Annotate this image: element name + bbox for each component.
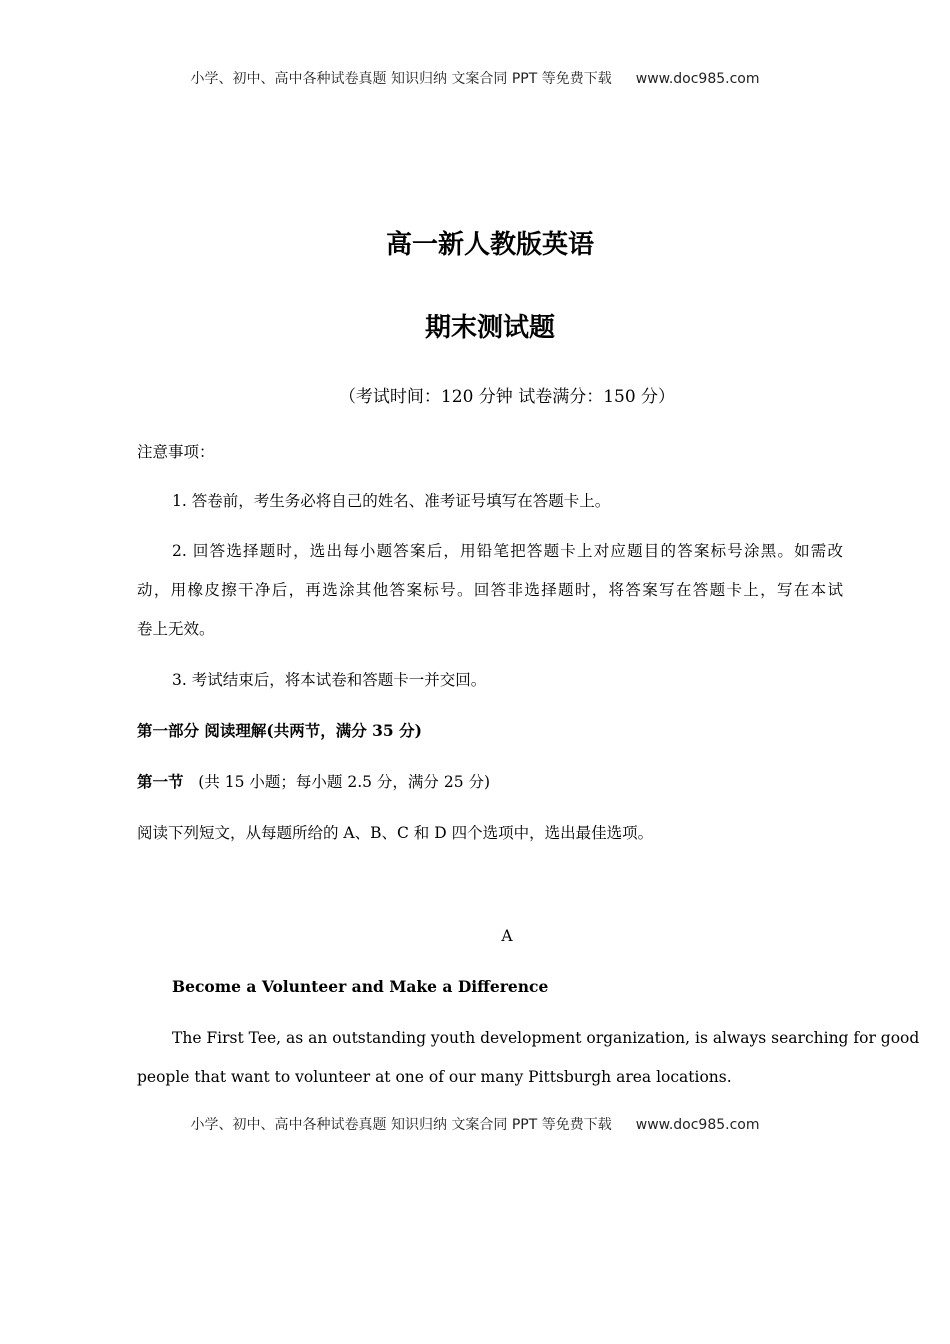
passage-heading: Become a Volunteer and Make a Difference — [172, 977, 549, 996]
notice-item-2-line: 卷上无效。 — [137, 620, 215, 638]
header-text: 小学、初中、高中各种试卷真题 知识归纳 文案合同 PPT 等免费下载 — [190, 71, 612, 87]
passage-letter: A — [501, 927, 513, 945]
notice-item-2-line: 2. 回答选择题时，选出每小题答案后，用铅笔把答题卡上对应题目的答案标号涂黑。如需改 — [172, 542, 843, 560]
notice-heading: 注意事项： — [137, 443, 215, 461]
instructions: 阅读下列短文，从每题所给的 A、B、C 和 D 四个选项中，选出最佳选项。 — [137, 824, 654, 842]
exam-info: （考试时间：120 分钟 试卷满分：150 分） — [338, 387, 676, 407]
footer-url[interactable]: www.doc985.com — [635, 1117, 760, 1133]
page-footer — [0, 1115, 950, 1135]
header-url[interactable]: www.doc985.com — [635, 71, 760, 87]
section-label: 第一节 — [137, 772, 184, 791]
page-header — [0, 69, 950, 89]
title-line1: 高一新人教版英语 — [385, 230, 594, 260]
title-line2: 期末测试题 — [424, 313, 555, 343]
section-detail: (共 15 小题；每小题 2.5 分，满分 25 分) — [198, 773, 491, 791]
part-heading: 第一部分 阅读理解(共两节，满分 35 分) — [137, 721, 422, 740]
passage-line: people that want to volunteer at one of our many Pittsburgh area locations. — [137, 1068, 732, 1086]
passage-line: The First Tee, as an outstanding youth development organization, is always searching for good — [172, 1029, 920, 1047]
section-heading — [137, 772, 843, 792]
notice-item-3: 3. 考试结束后，将本试卷和答题卡一并交回。 — [172, 671, 487, 689]
notice-item-2-line: 动，用橡皮擦干净后，再选涂其他答案标号。回答非选择题时，将答案写在答题卡上，写在本试 — [137, 581, 843, 599]
notice-item-1: 1. 答卷前，考生务必将自己的姓名、准考证号填写在答题卡上。 — [172, 492, 611, 510]
footer-text: 小学、初中、高中各种试卷真题 知识归纳 文案合同 PPT 等免费下载 — [190, 1117, 612, 1133]
